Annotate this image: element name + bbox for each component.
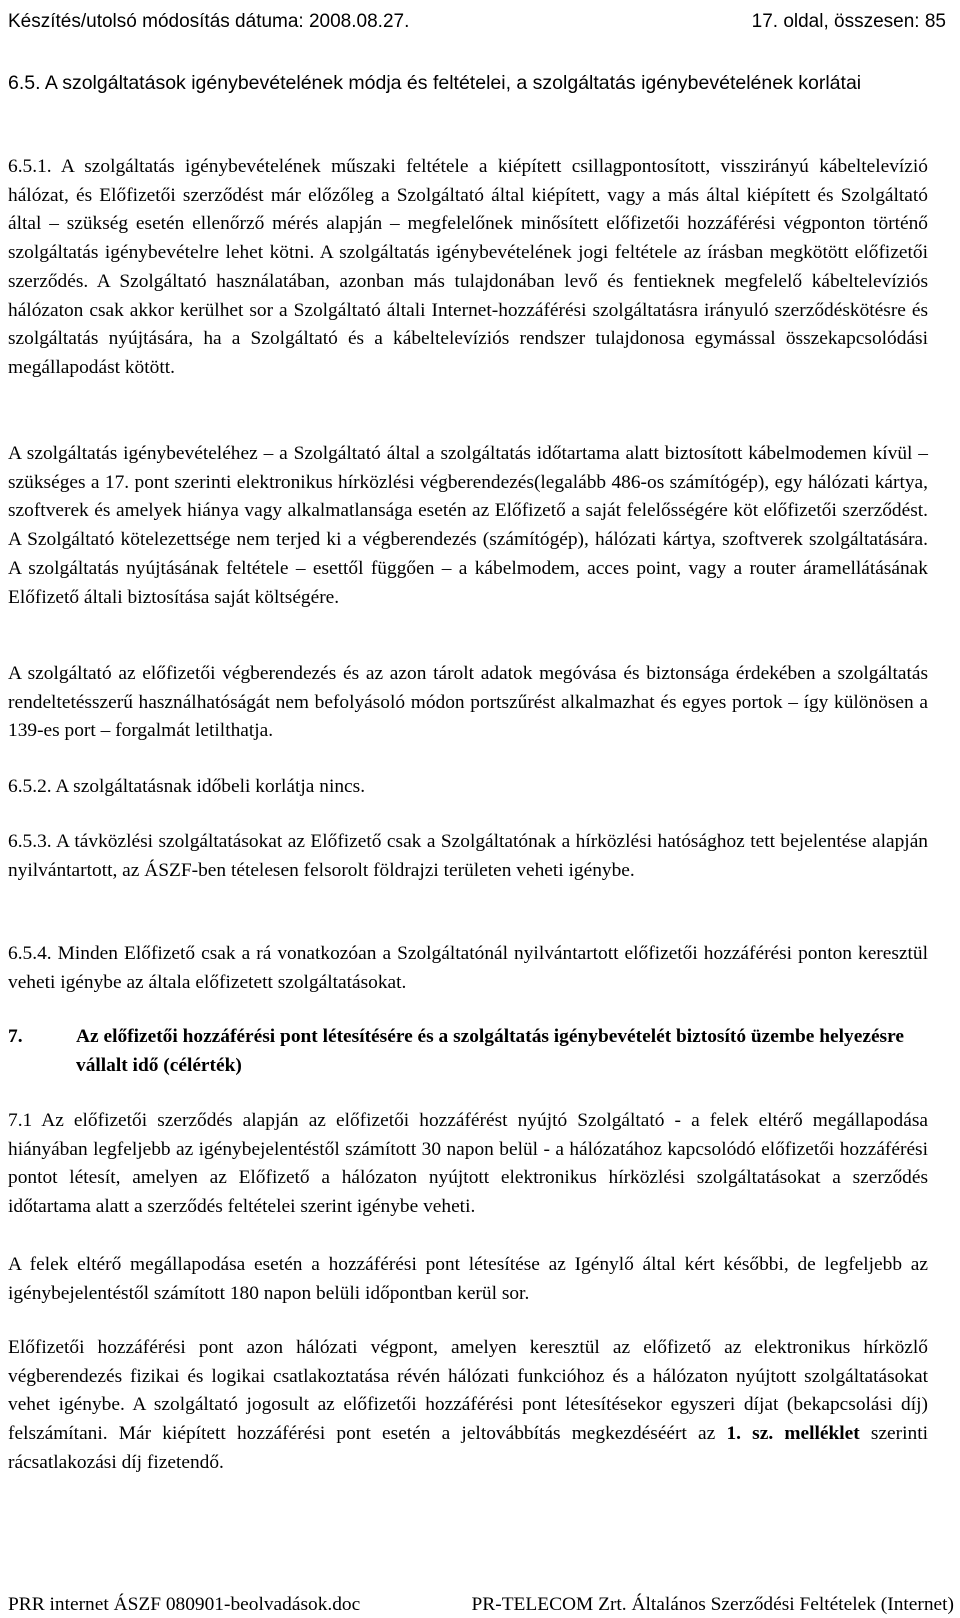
paragraph-access-point — [8, 1334, 928, 1478]
paragraph-6-5-1: 6.5.1. A szolgáltatás igénybevételének műszaki feltétele a kiépített csillagpontosított, visszirányú kábeltelevízió hálózat, és Előfizetői szerződést már előzőleg a Szolgáltató által kiépített, vagy a más által kiépített és Szolgáltató által – szükség esetén ellenőrző mérés alapján – megfelelőnek minősített előfizetői hozzáférési végponton történő szolgáltatás igénybevételre lehet kötni. A szolgáltatás igénybevételének jogi feltétele az írásban megkötött előfizetői szerződés. A Szolgáltató használatában, azonban más tulajdonában levő és fentieknek megfelelő kábeltelevíziós hálózaton csak akkor kerülhet sor a Szolgáltató általi Internet-hozzáférési szolgáltatásra irányuló szerződéskötésre és szolgáltatás nyújtására, ha a Szolgáltató és a kábeltelevíziós rendszer tulajdonosa egymással összekapcsolódási megállapodást kötött. — [8, 156, 928, 378]
paragraph-6-5-2: 6.5.2. A szolgáltatásnak időbeli korlátja nincs. — [8, 776, 366, 797]
footer-filename: PRR internet ÁSZF 080901-beolvadások.doc — [8, 1594, 361, 1615]
paragraph-equipment: A szolgáltatás igénybevételéhez – a Szolgáltató által a szolgáltatás időtartama alatt biztosított kábelmodemen kívül – szükséges a 17. pont szerinti elektronikus hírközlési végberendezés(legalább 486-os számítógép), egy hálózati kártya, szoftverek és amelyek hiánya vagy alkalmatlansága esetén az Előfizető a saját felelősségére köt előfizetői szerződést. A Szolgáltató kötelezettsége nem terjed ki a végberendezés (számítógép), hálózati kártya, szoftverek szolgáltatására. A szolgáltatás nyújtásának feltétele – esettől függően – a kábelmodem, acces point, vagy a router áramellátásának Előfizető általi biztosítása saját költségére. — [8, 443, 928, 608]
page-header — [8, 7, 952, 37]
annex-reference-label: melléklet — [784, 1423, 860, 1445]
header-page-number: 17. oldal, összesen: 85 — [751, 11, 946, 32]
paragraph-port-filtering: A szolgáltató az előfizetői végberendezés és az azon tárolt adatok megóvása és biztonsága érdekében a szolgáltatás rendeltetésszerű használhatóságát nem befolyásoló módon portszűrést alkalmazhat és egyes portok – így különösen a 139-es port – forgalmát letilthatja. — [8, 663, 928, 742]
paragraph-7-1: 7.1 Az előfizetői szerződés alapján az előfizetői hozzáférést nyújtó Szolgáltató - a felek eltérő megállapodása hiányában legfeljebb az igénybejelentéstől számított 30 napon belül - a hálózatához kapcsolódó előfizetői hozzáférési pontot létesít, amelyen az Előfizető a hálózaton nyújtott elektronikus hírközlési szolgáltatásokat a szerződés időtartama alatt a szerződés feltételei szerint igénybe veheti. — [8, 1110, 928, 1218]
section-7-number: 7. — [8, 1026, 23, 1047]
annex-reference-number: 1. sz. — [726, 1423, 774, 1445]
page-footer — [8, 1592, 954, 1618]
header-date: Készítés/utolsó módosítás dátuma: 2008.08.27. — [8, 11, 410, 32]
paragraph-7-1-late: A felek eltérő megállapodása esetén a hozzáférési pont létesítése az Igénylő által kért későbbi, de legfeljebb az igénybejelentéstől számított 180 napon belüli időpontban kerül sor. — [8, 1254, 928, 1304]
access-point-text: Előfizetői hozzáférési pont azon hálózati végpont, amelyen keresztül az előfizető az elektronikus hírközlő végberendezés fizikai és logikai csatlakoztatása révén hálózati funkcióhoz és a hálózaton nyújtott szolgáltatásokat vehet igénybe. A szolgáltató jogosult az előfizetői hozzáférési pont létesítésekor egyszeri díjat (bekapcsolási díj) felszámítani. Már kiépített hozzáférési pont esetén a jeltovábbítás megkezdéséért az — [8, 1337, 928, 1445]
access-point-text-end: szerinti rácsatlakozási díj fizetendő. — [8, 1423, 928, 1473]
paragraph-6-5-4: 6.5.4. Minden Előfizető csak a rá vonatkozóan a Szolgáltatónál nyilvántartott előfizetői hozzáférési ponton keresztül veheti igénybe az általa előfizetett szolgáltatásokat. — [8, 943, 928, 993]
paragraph-6-5-3: 6.5.3. A távközlési szolgáltatásokat az Előfizető csak a Szolgáltatónak a hírközlési hatósághoz tett bejelentése alapján nyilvántartott, az ÁSZF-ben tételesen felsorolt földrajzi területen veheti igénybe. — [8, 831, 928, 881]
section-7-title: Az előfizetői hozzáférési pont létesítésére és a szolgáltatás igénybevételét biztosító üzembe helyezésre vállalt idő (célérték) — [76, 1026, 904, 1076]
footer-document-title: PR-TELECOM Zrt. Általános Szerződési Feltételek (Internet) — [471, 1594, 954, 1615]
section-title: 6.5. A szolgáltatások igénybevételének módja és feltételei, a szolgáltatás igénybevételének korlátai — [8, 72, 862, 94]
